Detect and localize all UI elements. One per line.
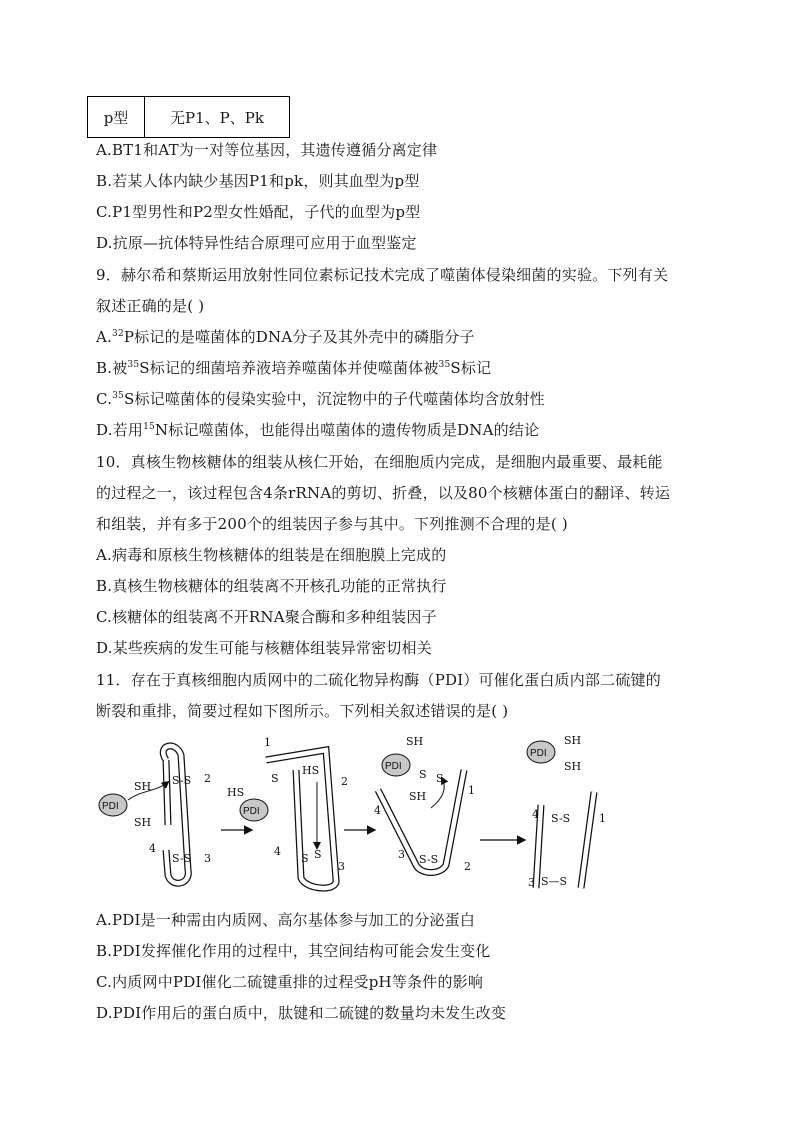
- q9-a-sup: 32: [112, 329, 124, 339]
- hs-label-2a: HS: [227, 786, 245, 799]
- stage-2: [227, 736, 348, 888]
- q9-a-pre: A.: [96, 328, 113, 346]
- pdi-label-3: PDI: [385, 761, 402, 772]
- pdi-label-2: PDI: [243, 806, 260, 817]
- num-3-stage3: 3: [398, 848, 405, 861]
- q9-b-post: S标记: [450, 359, 492, 377]
- table-cell-type: p型: [88, 97, 145, 138]
- ss-label-1b: S-S: [172, 852, 192, 865]
- q10-stem-line1: 10．真核生物核糖体的组装从核仁开始，在细胞质内完成，是细胞内最重要、最耗能: [96, 453, 663, 471]
- num-3-stage2: 3: [338, 860, 345, 873]
- q9-option-c: [96, 389, 545, 409]
- num-4-stage4: 4: [532, 808, 539, 821]
- pdi-label-4: PDI: [530, 748, 547, 759]
- q9-b-pre: B.被: [96, 359, 128, 377]
- sh-label-3a: SH: [406, 735, 424, 748]
- sh-label-3b: SH: [409, 790, 427, 803]
- q9-b-sup1: 35: [127, 360, 140, 370]
- blood-type-table: [87, 96, 290, 138]
- q9-stem-line2: 叙述正确的是( ): [96, 297, 205, 315]
- num-3-stage4: 3: [528, 876, 535, 889]
- ss-long-label-4: S—S: [541, 875, 568, 888]
- num-2-stage2: 2: [341, 775, 348, 788]
- stage-3: [374, 735, 475, 873]
- pdi-diagram: [96, 730, 616, 895]
- q8-option-a: A.BT1和AT为一对等位基因，其遗传遵循分离定律: [96, 141, 438, 159]
- q9-d-pre: D.若用: [96, 421, 144, 439]
- hs-label-2b: HS: [302, 764, 320, 777]
- q9-stem-line1: 9．赫尔希和蔡斯运用放射性同位素标记技术完成了噬菌体侵染细菌的实验。下列有关: [96, 266, 669, 284]
- num-2-stage3: 2: [464, 860, 471, 873]
- q10-stem-line2: 的过程之一，该过程包含4条rRNA的剪切、折叠，以及80个核糖体蛋白的翻译、转运: [96, 484, 671, 502]
- q9-b-sup2: 35: [438, 360, 451, 370]
- sh-label-1a: SH: [134, 780, 152, 793]
- table-row: [88, 97, 290, 138]
- num-1-stage4: 1: [599, 812, 606, 825]
- ss-label-3: S-S: [419, 853, 439, 866]
- sh-label-4a: SH: [564, 734, 582, 747]
- q10-option-b: B.真核生物核糖体的组装离不开核孔功能的正常执行: [96, 577, 447, 595]
- q9-d-sup: 15: [143, 422, 155, 432]
- q11-option-a: A.PDI是一种需由内质网、高尔基体参与加工的分泌蛋白: [96, 911, 476, 929]
- q8-option-c: C.P1型男性和P2型女性婚配，子代的血型为p型: [96, 203, 421, 221]
- s-label-2a: S: [271, 772, 279, 785]
- q9-c-post: S标记噬菌体的侵染实验中，沉淀物中的子代噬菌体均含放射性: [123, 390, 545, 408]
- num-2-stage1: 2: [204, 772, 211, 785]
- q10-option-a: A.病毒和原核生物核糖体的组装是在细胞膜上完成的: [96, 546, 447, 564]
- ss-label-4: S-S: [551, 812, 571, 825]
- q10-stem-line3: 和组装，并有多于200个的组装因子参与其中。下列推测不合理的是( ): [96, 515, 568, 533]
- q9-option-d: [96, 420, 539, 440]
- q11-stem-line1: 11．存在于真核细胞内质网中的二硫化物异构酶（PDI）可催化蛋白质内部二硫键的: [96, 671, 661, 689]
- num-4-stage2: 4: [274, 845, 281, 858]
- sh-label-4b: SH: [564, 760, 582, 773]
- q9-c-sup: 35: [112, 391, 124, 401]
- num-3-stage1: 3: [204, 852, 211, 865]
- s-label-3b: S: [436, 772, 444, 785]
- stage-4: [527, 734, 606, 889]
- num-1-stage2: 1: [264, 736, 271, 749]
- stage-1: [99, 746, 211, 883]
- num-1-stage3: 1: [468, 784, 475, 797]
- q11-option-b: B.PDI发挥催化作用的过程中，其空间结构可能会发生变化: [96, 942, 491, 960]
- q9-a-post: P标记的是噬菌体的DNA分子及其外壳中的磷脂分子: [123, 328, 475, 346]
- ss-label-1a: S-S: [172, 774, 192, 787]
- q8-option-b: B.若某人体内缺少基因P1和pk，则其血型为p型: [96, 172, 420, 190]
- q9-option-a: [96, 327, 475, 347]
- q11-option-d: D.PDI作用后的蛋白质中，肽键和二硫键的数量均未发生改变: [96, 1004, 507, 1022]
- q11-stem-line2: 断裂和重排，简要过程如下图所示。下列相关叙述错误的是( ): [96, 702, 509, 720]
- pdi-label-1: PDI: [102, 801, 119, 812]
- q11-option-c: C.内质网中PDI催化二硫键重排的过程受pH等条件的影响: [96, 973, 484, 991]
- q8-option-d: D.抗原—抗体特异性结合原理可应用于血型鉴定: [96, 234, 417, 252]
- s-label-2b: S: [301, 852, 309, 865]
- q9-c-pre: C.: [96, 390, 113, 408]
- q10-option-c: C.核糖体的组装离不开RNA聚合酶和多种组装因子: [96, 608, 437, 626]
- q10-option-d: D.某些疾病的发生可能与核糖体组装异常密切相关: [96, 639, 432, 657]
- sh-label-1b: SH: [134, 816, 152, 829]
- q9-b-mid: S标记的细菌培养液培养噬菌体并使噬菌体被: [139, 359, 439, 377]
- q9-d-post: N标记噬菌体，也能得出噬菌体的遗传物质是DNA的结论: [154, 421, 540, 439]
- s-label-2c: S: [314, 848, 322, 861]
- num-4-stage1: 4: [149, 842, 156, 855]
- s-label-3a: S: [419, 768, 427, 781]
- table-cell-antigen: 无P1、P、Pk: [145, 97, 290, 138]
- q9-option-b: [96, 358, 491, 378]
- num-4-stage3: 4: [374, 804, 381, 817]
